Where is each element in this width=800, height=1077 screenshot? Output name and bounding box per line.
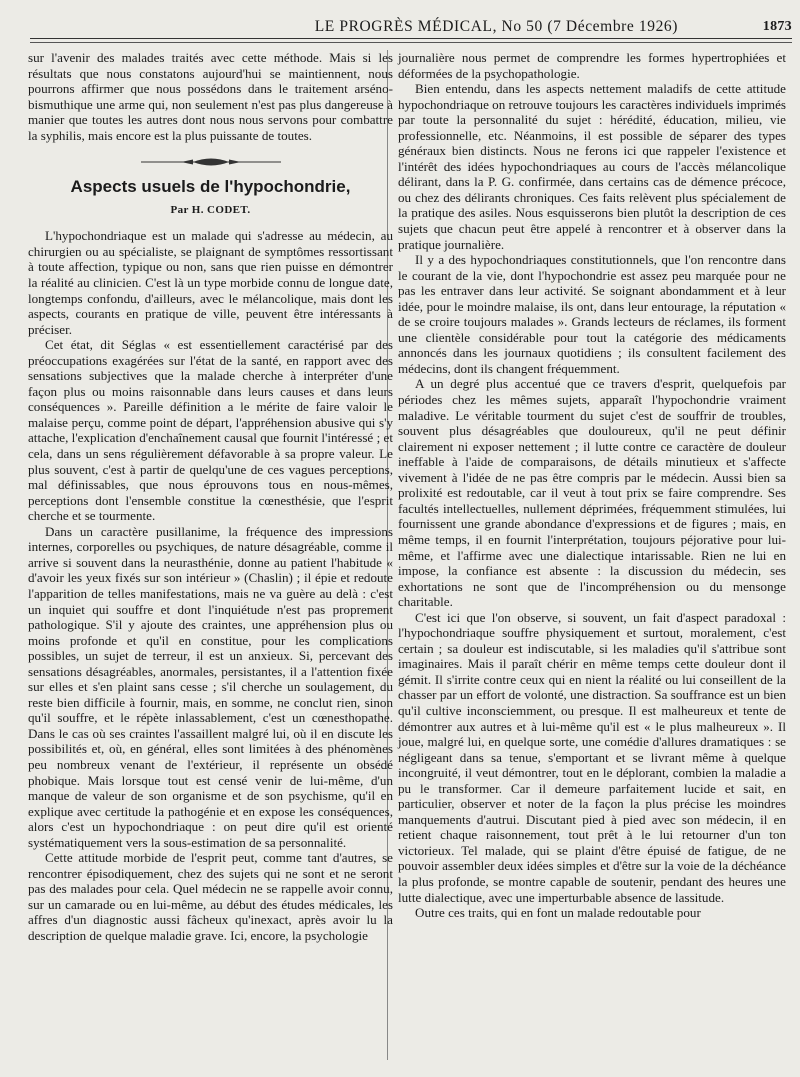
right-column: [398, 50, 786, 921]
running-header: [30, 16, 792, 38]
paragraph: Dans un caractère pusillanime, la fréquence des impressions internes, corporelles ou psychiques, de nature désagréable, comme il arrive si souvent dans la neurasthénie, donne au patient l'habitude « d'avoir les yeux fixés sur son intérieur » (Chaslin) ; il épie et redoute l'apparition de telles manifestations, mais ne va guère au delà : c'est un inquiet qui souffre et dont l'inquiétude n'est pas proprement pathologique. S'il y ajoute des craintes, une appréhension plus ou moins profonde et qu'il en constitue, pour les complications possibles, un sujet de terreur, il est un anxieux. Si, percevant des sensations désagréables, anormales, persistantes, il a l'attention fixée sur elles et s'en plaint sans cesse ; s'il cherche un soulagement, du reste bien difficile à fournir, mais, en somme, ne conclut rien, sinon qu'il souffre, et le répète inlassablement, c'est un cœnesthopathe. Dans le cas où ses craintes l'assaillent malgré lui, où il en discute les possibilités et, où, en général, elles sont limitées à des phénomènes peu nombreux venant de l'extérieur, il représente un obsédé phobique. Mais lorsque tout est censé venir de lui-même, d'un manque de valeur de son organisme et de son psychisme, qu'il en explique avec certitude la pathogénie et en expose les conséquences, alors c'est un hypochondriaque : on peut dire qu'il est orienté systématiquement vers la sous-estimation de sa personnalité.: [28, 523, 393, 850]
paragraph: Cette attitude morbide de l'esprit peut, comme tant d'autres, se rencontrer épisodiquement, chez des sujets qui ne sont et ne seront pas des malades pour cela. Quel médecin ne se rappelle avoir connu, sur un camarade ou en lui-même, au début des études médicales, les affres d'un diagnostic aussi fâcheux qu'inexact, après avoir lu la description de quelque maladie grave. Ici, encore, la psychologie: [28, 850, 393, 943]
article-byline: Par H. CODET.: [170, 203, 251, 216]
previous-article-ending: sur l'avenir des malades traités avec cette méthode. Mais si les résultats que nous constatons aujourd'hui se maintiennent, nous pourrons affirmer que nous possédons dans le traitement arséno-bismuthique une arme qui, non seulement n'est pas plus dangereuse à manier que toutes les autres dont nous nous servons pour combattre la syphilis, mais encore est la plus puissante de toutes.: [28, 50, 393, 143]
paragraph: A un degré plus accentué que ce travers d'esprit, quelquefois par périodes chez les mêmes sujets, apparaît l'hypochondrie vraiment maladive. Le véritable tourment du sujet c'est de souffrir de troubles, souvent plus désagréables que douloureux, qu'il ne peut définir clairement ni exposer nettement ; il lutte contre ce caractère de douleur ineffable à l'aide de comparaisons, de détails minutieux et s'affecte vivement à l'idée de ne pas être compris par le médecin. Aussi bien sa prolixité est redoutable, car il veut à tout prix se faire comprendre. Ses facultés intellectuelles, nullement déprimées, fréquemment stimulées, lui fournissent une grande abondance d'expressions et de figures ; mais, en même temps, il en fournit l'interprétation, toujours péjorative pour lui-même, et l'affirme avec une dialectique intarissable. Rien ne lui en impose, la confiance est absente : la discussion du médecin, ses exhortations ne sont que de l'incompréhension ou du mensonge charitable.: [398, 376, 786, 610]
page-number: 1873: [762, 19, 792, 34]
paragraph-continued: journalière nous permet de comprendre les formes hypertrophiées et déformées de la psychopathologie.: [398, 50, 786, 81]
paragraph: Bien entendu, dans les aspects nettement maladifs de cette attitude hypochondriaque on retrouve toujours les caractères individuels imprimés par toute la personnalité du sujet : hérédité, éducation, milieu, vie professionnelle, etc. Néanmoins, il est possible de séparer des types généraux bien distincts. Nous ne ferons ici que rappeler l'existence et l'intérêt des idées hypochondriaques au cours de l'accès mélancolique délirant, dans la P. G. confirmée, dans certains cas de démence précoce, ou chez des délirants chroniques. Ces faits relèvent plus spécialement de la pratique des asiles. Nous esquisserons bien plutôt la description de ces sujets que chacun peut être appelé à rencontrer et à observer dans la pratique journalière.: [398, 81, 786, 252]
left-column: [28, 50, 393, 944]
section-ornament: [28, 157, 393, 167]
header-rule: [30, 38, 792, 39]
ornament-divider-icon: [141, 157, 281, 167]
paragraph: Il y a des hypochondriaques constitutionnels, que l'on rencontre dans le courant de la vie, dont l'hypochondrie est assez peu marquée pour ne pas les entraver dans leur activité. Se soignant abondamment et à leur idée, pour le moindre malaise, ils ont, dans leur entourage, la réputation « de se croire toujours malades ». Grands lecteurs de réclames, ils forment une clientèle considérable pour tout la catégorie des médicaments annoncés dans les journaux quotidiens ; ils consultent facilement des médecins, dont ils changent fréquemment.: [398, 252, 786, 376]
paragraph: Cet état, dit Séglas « est essentiellement caractérisé par des préoccupations exagérées sur l'état de la santé, en rapport avec des sensations subjectives que la malade cherche à interpréter d'une façon plus ou moins raisonnable dans leurs causes et dans leurs conséquences ». Pareille définition a le mérite de faire valoir le malaise perçu, comme point de départ, l'appréhension abusive qui s'y attache, l'explication d'enchaînement causal que fournit l'intéressé ; et cela, dans un sens régulièrement défavorable à sa propre valeur. Le plus souvent, c'est à partir de quelqu'une de ces vagues perceptions, mal définissables, que nous éprouvons tous en nous-mêmes, perceptions dont l'ensemble constitue la cœnesthésie, que l'esprit cherche et se tourmente.: [28, 337, 393, 524]
paragraph: L'hypochondriaque est un malade qui s'adresse au médecin, au chirurgien ou au spécialiste, se plaignant de symptômes ressortissant à toute affection, typique ou non, sans que rien puisse en démontrer la réalité au clinicien. C'est là un type morbide connu de longue date, longtemps confondu, d'ailleurs, avec le mélancolique, mais dont les aspects, courants en pratique de ville, peuvent être intéressants à préciser.: [28, 228, 393, 337]
paragraph: Outre ces traits, qui en font un malade redoutable pour: [415, 905, 701, 921]
journal-title: LE PROGRÈS MÉDICAL, No 50 (7 Décembre 1926): [314, 18, 679, 35]
header-rule-thin: [30, 42, 792, 43]
paragraph: C'est ici que l'on observe, si souvent, un fait d'aspect paradoxal : l'hypochondriaque souffre physiquement et surtout, moralement, c'est certain ; sa douleur est indiscutable, si les maladies qu'il s'attribue sont imaginaires. Mais il paraît chérir en même temps cette douleur dont il gémit. Il s'irrite contre ceux qui en nient la réalité ou lui conseillent de la chasser par un effort de volonté, une distraction. Sa souffrance est un bien qu'il cultive inconsciemment, ou presque. Il est malheureux et tente de démontrer aux autres et à lui-même qu'il est « le plus malheureux ». Il joue, malgré lui, en quelque sorte, une comédie d'allures dramatiques : se négligeant dans sa tenue, s'emportant et se livrant même à quelque incongruité, il veut démontrer, tout en le déplorant, combien la maladie a pu le transformer. Car il demeure parfaitement lucide et sait, en particulier, observer et noter de la façon la plus précise les moindres manquements d'autrui. Discutant pied à pied avec son médecin, il en retient chaque raisonnement, tout prêt à le lui retourner d'un ton victorieux. Tel malade, qui se plaint d'être épuisé de fatigue, de ne pouvoir assembler deux idées simples et d'être sur la voie de la déchéance la plus profonde, se montre capable de soutenir, pendant des heures une lutte dialectique, avec une imperturbable absence de lassitude.: [398, 609, 786, 905]
article-title: Aspects usuels de l'hypochondrie,: [70, 177, 351, 197]
